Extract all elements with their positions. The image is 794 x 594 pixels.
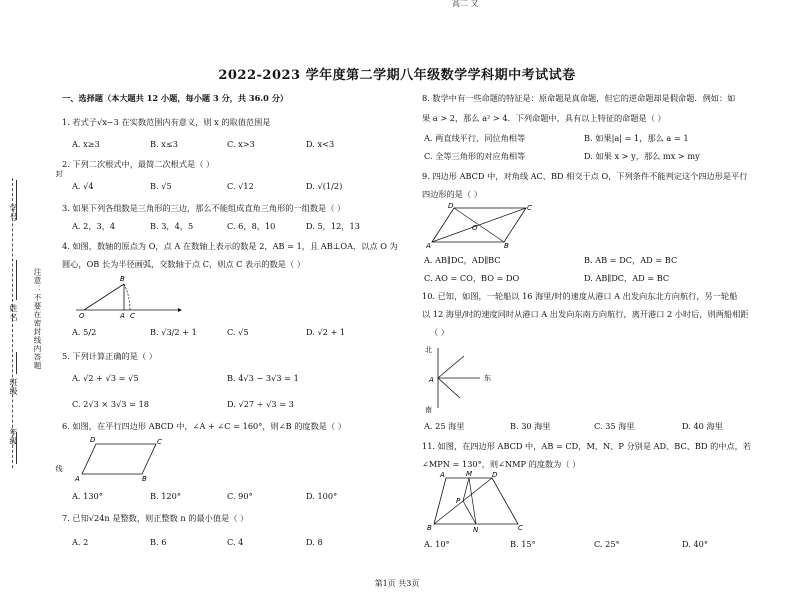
- q2-stem: 2. 下列二次根式中，最简二次根式是（ ）: [62, 159, 215, 169]
- grade-field-line: [16, 432, 18, 464]
- q4-option-c: C. √5: [227, 327, 249, 337]
- q3-option-a: A. 2，3，4: [72, 221, 116, 231]
- q6-stem: 6. 如图，在平行四边形 ABCD 中，∠A + ∠C = 160°，则∠B 的度数是（ ）: [62, 421, 346, 431]
- parallelogram-figure: [74, 434, 164, 482]
- q8-stem: 8. 数学中有一些命题的特征是：原命题是真命题，但它的逆命题却是假命题．例如：如: [422, 93, 736, 103]
- header-fragment: 高二 又: [452, 0, 479, 8]
- q4-stem: 4. 如图，数轴的原点为 O，点 A 在数轴上表示的数是 2，AB = 1，且 AB⊥OA，以点 O 为: [62, 241, 398, 251]
- seal-warning: 注意：不要在密封线内答题: [33, 268, 42, 370]
- q6-option-c: C. 90°: [227, 491, 253, 501]
- q9-stem-2: 四边形的是（ ）: [422, 189, 482, 199]
- q4-stem-2: 圆心，OB 长为半径画弧，交数轴于点 C，则点 C 表示的数是（ ）: [62, 259, 305, 269]
- page-number: 第1页 共3页: [374, 579, 420, 588]
- q11-option-c: C. 25°: [594, 539, 620, 549]
- q5-option-c: C. 2√3 × 3√3 = 18: [72, 399, 149, 409]
- label-b: B: [504, 242, 509, 248]
- q6-option-d: D. 100°: [306, 491, 338, 501]
- quadrilateral-figure: [426, 202, 534, 248]
- q7-option-b: B. 6: [150, 537, 167, 547]
- q6-option-a: A. 130°: [72, 491, 103, 501]
- q2-option-c: C. √12: [227, 181, 254, 191]
- label-a: A: [429, 376, 434, 384]
- label-c: C: [518, 524, 523, 532]
- seal-mark: 封: [55, 170, 63, 178]
- diagonal-bd: [454, 208, 504, 242]
- q6-option-b: B. 120°: [150, 491, 181, 501]
- q9-option-d: D. AB∥DC，AD = BC: [584, 273, 670, 283]
- q5-option-a: A. √2 + √3 = √5: [72, 373, 139, 383]
- class-label: 班级: [9, 378, 18, 396]
- q4-option-a: A. 5/2: [72, 327, 97, 337]
- q11-option-a: A. 10°: [424, 539, 450, 549]
- section-heading: 一、选择题（本大题共 12 小题，每小题 3 分，共 36.0 分）: [62, 93, 289, 103]
- q10-option-c: C. 35 海里: [594, 421, 635, 431]
- seal-mark-2: 线: [55, 465, 63, 473]
- q8-option-a: A. 两直线平行，同位角相等: [424, 133, 526, 143]
- q1-stem: 1. 若式子√x−3 在实数范围内有意义，则 x 的取值范围是: [62, 117, 271, 127]
- q11-option-b: B. 15°: [510, 539, 536, 549]
- q3-stem: 3. 如果下列各组数是三角形的三边，那么不能组成直角三角形的一组数是（ ）: [62, 203, 346, 213]
- student-id-label: 学号: [9, 204, 18, 222]
- label-c: C: [527, 204, 532, 212]
- label-n: N: [473, 526, 479, 532]
- q1-option-b: B. x≤3: [150, 139, 178, 149]
- q8-option-b: B. 如果|a| = 1，那么 a = 1: [584, 133, 689, 143]
- grade-label: 年级: [9, 428, 18, 446]
- label-a: A: [440, 471, 445, 479]
- id-field-line: [16, 180, 18, 220]
- label-m: M: [466, 470, 473, 478]
- q2-option-d: D. √(1/2): [306, 181, 343, 191]
- page-title: 2022-2023 学年度第二学期八年级数学学科期中考试试卷: [218, 68, 576, 83]
- q2-option-b: B. √5: [150, 181, 172, 191]
- q7-option-a: A. 2: [72, 537, 89, 547]
- q1-option-c: C. x>3: [227, 139, 255, 149]
- q3-option-d: D. 5，12，13: [306, 221, 360, 231]
- arrow-icon: [178, 308, 182, 312]
- q9-option-c: C. AO = CO，BO = DO: [424, 273, 520, 283]
- northeast-path: [438, 356, 464, 378]
- q3-option-b: B. 3，4，5: [150, 221, 194, 231]
- label-c: C: [130, 312, 135, 318]
- q10-stem-3: （ ）: [430, 327, 449, 337]
- q7-stem: 7. 已知√24n 是整数，则正整数 n 的最小值是（ ）: [62, 513, 249, 523]
- q10-option-b: B. 30 海里: [510, 421, 551, 431]
- q8-stem-2: 果 a > 2，那么 a² > 4．下列命题中，具有以上特征的命题是（ ）: [422, 113, 666, 123]
- arc: [124, 284, 130, 310]
- q8-option-c: C. 全等三角形的对应角相等: [424, 151, 526, 161]
- q11-stem-2: ∠MPN = 130°，则∠NMP 的度数为（ ）: [422, 459, 581, 469]
- label-a: A: [120, 312, 125, 318]
- q4-option-b: B. √3/2 + 1: [150, 327, 197, 337]
- q9-option-b: B. AB = DC，AD = BC: [584, 255, 678, 265]
- label-north: 北: [425, 346, 432, 354]
- trapezoid-figure: [426, 470, 526, 532]
- label-o: O: [472, 224, 478, 232]
- label-east: 东: [484, 374, 491, 382]
- label-d: D: [448, 202, 454, 210]
- name-label: 姓名: [9, 304, 18, 322]
- q9-option-a: A. AB∥DC，AD∥BC: [424, 255, 501, 265]
- label-b: B: [120, 275, 125, 283]
- quadrilateral-abcd: [434, 478, 518, 524]
- label-a: A: [75, 475, 80, 482]
- q1-option-d: D. x<3: [306, 139, 335, 149]
- label-b: B: [427, 524, 432, 532]
- class-field-line: [16, 352, 18, 374]
- q7-option-c: C. 4: [227, 537, 244, 547]
- label-o: O: [79, 312, 85, 318]
- q10-option-d: D. 40 海里: [682, 421, 723, 431]
- segment-mp: [463, 478, 469, 501]
- q11-option-d: D. 40°: [682, 539, 708, 549]
- q5-stem: 5. 下列计算正确的是（ ）: [62, 351, 157, 361]
- label-b: B: [142, 475, 147, 482]
- q10-stem-2: 以 12 海里/时的速度同时从港口 A 出发向东南方向航行，离开港口 2 小时后，则两船相距: [422, 309, 749, 319]
- southeast-path: [438, 378, 460, 398]
- parallelogram: [82, 444, 156, 474]
- q5-option-b: B. 4√3 − 3√3 = 1: [227, 373, 299, 383]
- label-p: P: [456, 497, 461, 505]
- q3-option-c: C. 6，8，10: [227, 221, 276, 231]
- label-c: C: [157, 438, 162, 446]
- q4-option-d: D. √2 + 1: [306, 327, 346, 337]
- compass-figure: [424, 342, 504, 414]
- q5-option-d: D. √27 ÷ √3 = 3: [227, 399, 294, 409]
- label-south: 南: [425, 406, 432, 414]
- q10-option-a: A. 25 海里: [424, 421, 465, 431]
- label-d: D: [492, 471, 498, 479]
- q8-option-d: D. 如果 x > y，那么 mx > my: [584, 151, 700, 161]
- q9-stem: 9. 四边形 ABCD 中，对角线 AC、BD 相交于点 O，下列条件不能判定这个四边形是平行: [422, 171, 748, 181]
- label-d: D: [90, 436, 96, 444]
- name-field-line: [16, 260, 18, 300]
- q2-option-a: A. √4: [72, 181, 94, 191]
- segment-ob: [84, 284, 124, 310]
- q11-stem: 11. 如图，在四边形 ABCD 中，AB = CD，M、N、P 分别是 AD、BC、BD 的中点，若: [422, 441, 752, 451]
- label-a: A: [426, 242, 431, 248]
- q1-option-a: A. x≥3: [72, 139, 100, 149]
- q7-option-d: D. 8: [306, 537, 323, 547]
- number-line-figure: [74, 272, 184, 318]
- q10-stem: 10. 已知，如图，一轮船以 16 海里/时的速度从港口 A 出发向东北方向航行，另一轮船: [422, 291, 738, 301]
